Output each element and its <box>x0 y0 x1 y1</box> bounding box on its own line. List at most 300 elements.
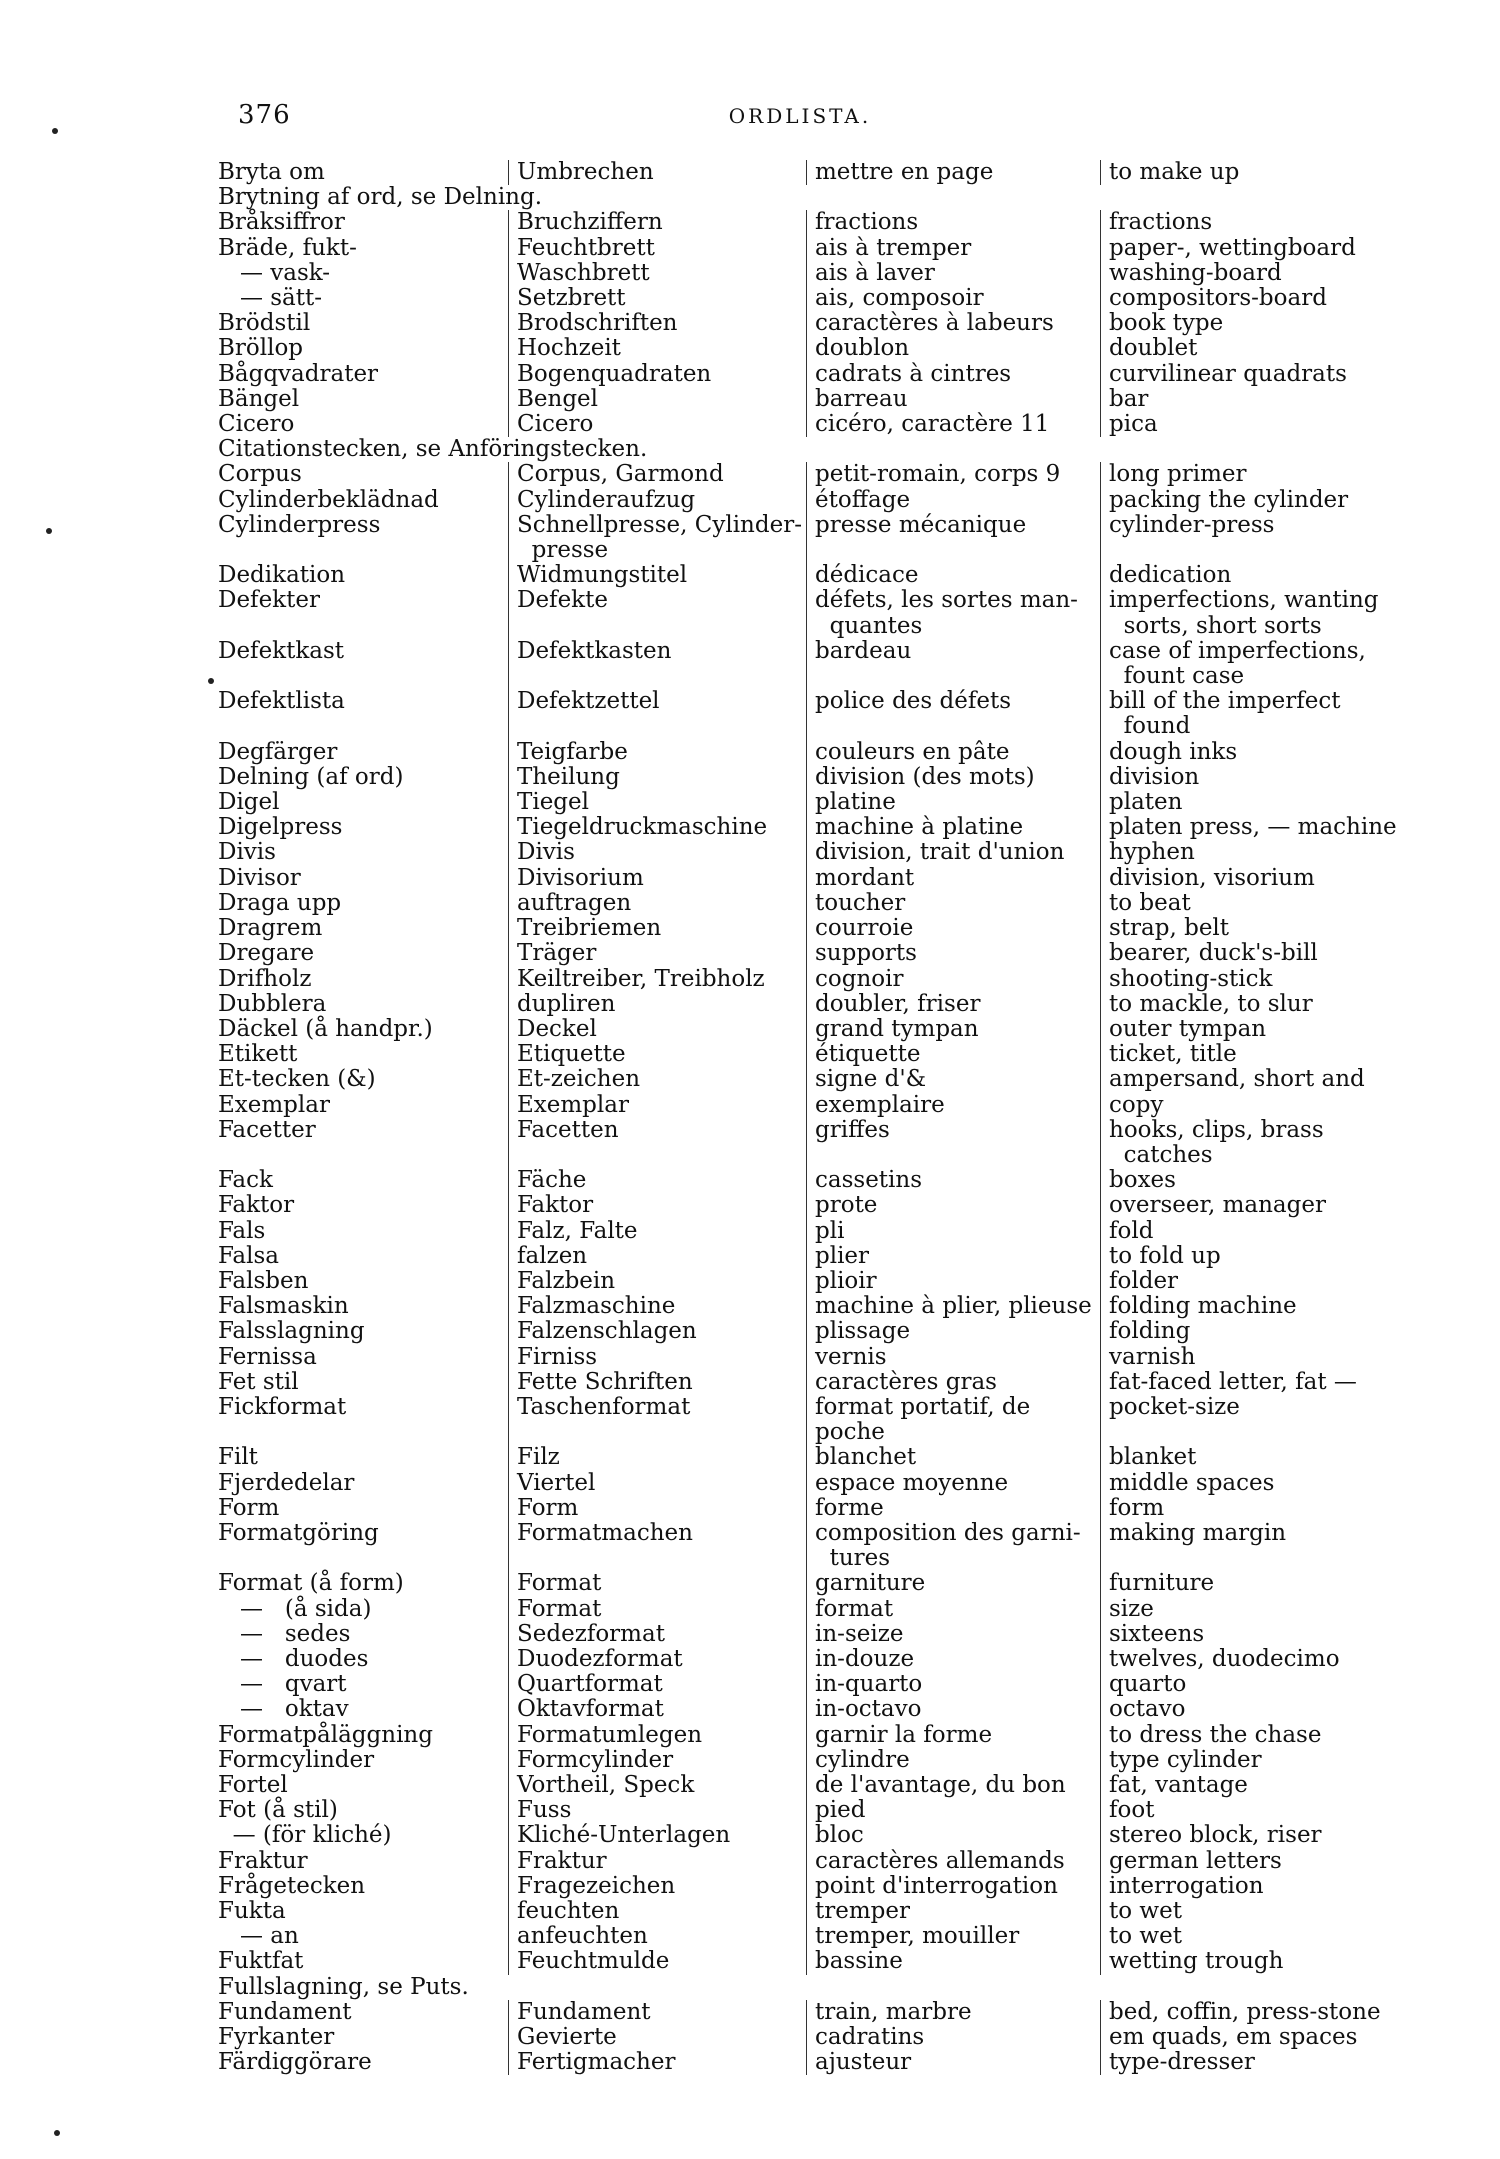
german-term: Fuss <box>508 1798 806 1823</box>
swedish-term: Fjerdedelar <box>218 1469 355 1496</box>
german-term: Treibriemen <box>508 916 806 941</box>
table-row <box>218 1093 1398 1118</box>
english-term: interrogation <box>1100 1874 1398 1899</box>
english-term: type-dresser <box>1100 2050 1398 2075</box>
swedish-term: Form <box>218 1494 280 1521</box>
german-term: Brodschriften <box>508 311 806 336</box>
german-term: Formatumlegen <box>508 1723 806 1748</box>
french-term: cassetins <box>806 1168 1100 1193</box>
swedish-term: — (å sida) <box>218 1595 372 1622</box>
french-term: forme <box>806 1496 1100 1521</box>
table-row <box>218 1269 1398 1294</box>
french-term: caractères gras <box>806 1370 1100 1395</box>
table-row <box>218 1370 1398 1395</box>
english-term: quarto <box>1100 1672 1398 1697</box>
english-term: compositors-board <box>1100 286 1398 311</box>
german-term: Kliché-Unterlagen <box>508 1823 806 1848</box>
swedish-term: Divis <box>218 839 276 866</box>
german-term: Setzbrett <box>508 286 806 311</box>
table-row <box>218 1219 1398 1244</box>
table-row <box>218 1748 1398 1773</box>
english-term: division <box>1100 765 1398 790</box>
table-row <box>218 236 1398 261</box>
swedish-term: Fraktur <box>218 1847 308 1874</box>
swedish-term: Filt <box>218 1444 258 1471</box>
french-term: police des défets <box>806 689 1100 739</box>
swedish-term: Fukta <box>218 1898 286 1925</box>
swedish-term: Falsa <box>218 1242 279 1269</box>
english-term: outer tympan <box>1100 1017 1398 1042</box>
swedish-term: Falsmaskin <box>218 1293 349 1320</box>
table-row <box>218 1244 1398 1269</box>
english-term: doublet <box>1100 336 1398 361</box>
english-term: division, visorium <box>1100 866 1398 891</box>
speck-mark <box>208 678 214 684</box>
english-term: washing-board <box>1100 261 1398 286</box>
english-term: dough inks <box>1100 740 1398 765</box>
swedish-term: Dragrem <box>218 915 323 942</box>
swedish-term: Dregare <box>218 940 315 967</box>
english-term: octavo <box>1100 1697 1398 1722</box>
german-term: Oktavformat <box>508 1697 806 1722</box>
german-term: Hochzeit <box>508 336 806 361</box>
swedish-term: Bräde, fukt- <box>218 234 357 261</box>
french-term: mettre en page <box>806 160 1100 185</box>
english-term: type cylinder <box>1100 1748 1398 1773</box>
speck-mark <box>54 2130 60 2136</box>
french-term: presse mécanique <box>806 513 1100 563</box>
french-term: garnir la forme <box>806 1723 1100 1748</box>
english-term: making margin <box>1100 1521 1398 1571</box>
french-term: plissage <box>806 1319 1100 1344</box>
english-term: folder <box>1100 1269 1398 1294</box>
english-term: german letters <box>1100 1849 1398 1874</box>
english-term: shooting-stick <box>1100 967 1398 992</box>
swedish-term: Fet stil <box>218 1368 299 1395</box>
table-row <box>218 563 1398 588</box>
french-term: cicéro, caractère 11 <box>806 412 1100 437</box>
french-term: défets, les sortes man- quantes <box>806 588 1100 638</box>
english-term: sixteens <box>1100 1622 1398 1647</box>
french-term: de l'avantage, du bon <box>806 1773 1100 1798</box>
german-term: Theilung <box>508 765 806 790</box>
french-term: fractions <box>806 210 1100 235</box>
english-term: case of imperfections, fount case <box>1100 639 1398 689</box>
swedish-term: — qvart <box>218 1671 347 1698</box>
french-term: caractères à labeurs <box>806 311 1100 336</box>
german-term: Divisorium <box>508 866 806 891</box>
english-term: wetting trough <box>1100 1949 1398 1974</box>
french-term: espace moyenne <box>806 1471 1100 1496</box>
french-term: étoffage <box>806 488 1100 513</box>
german-term: Defekte <box>508 588 806 638</box>
table-row <box>218 160 1398 185</box>
french-term: toucher <box>806 891 1100 916</box>
german-term: Form <box>508 1496 806 1521</box>
english-term: middle spaces <box>1100 1471 1398 1496</box>
table-row <box>218 311 1398 336</box>
english-term: boxes <box>1100 1168 1398 1193</box>
swedish-term: Fuktfat <box>218 1948 304 1975</box>
swedish-term: Bängel <box>218 385 300 412</box>
swedish-term: Färdiggörare <box>218 2049 372 2076</box>
swedish-term: Divisor <box>218 864 301 891</box>
german-term: Viertel <box>508 1471 806 1496</box>
english-term: imperfections, wanting sorts, short sorts <box>1100 588 1398 638</box>
swedish-term: Bågqvadrater <box>218 360 379 387</box>
swedish-term: — sedes <box>218 1620 351 1647</box>
swedish-term: Fyrkanter <box>218 2024 335 2051</box>
swedish-term: Formatpåläggning <box>218 1721 433 1748</box>
swedish-term: Fals <box>218 1217 266 1244</box>
english-term: size <box>1100 1597 1398 1622</box>
table-row <box>218 1345 1398 1370</box>
swedish-term: Dedikation <box>218 562 346 589</box>
french-term: composition des garni- tures <box>806 1521 1100 1571</box>
table-row <box>218 1168 1398 1193</box>
table-row <box>218 1672 1398 1697</box>
table-row <box>218 941 1398 966</box>
french-term: mordant <box>806 866 1100 891</box>
table-row <box>218 1798 1398 1823</box>
english-term: to wet <box>1100 1924 1398 1949</box>
english-term: pocket-size <box>1100 1395 1398 1445</box>
swedish-term: Faktor <box>218 1192 295 1219</box>
german-term: Schnellpresse, Cylinder- presse <box>508 513 806 563</box>
german-term: falzen <box>508 1244 806 1269</box>
german-term: Duodezformat <box>508 1647 806 1672</box>
swedish-term: Fickformat <box>218 1393 347 1420</box>
table-row <box>218 2025 1398 2050</box>
english-term: folding <box>1100 1319 1398 1344</box>
french-term: tremper <box>806 1899 1100 1924</box>
english-term: furniture <box>1100 1571 1398 1596</box>
german-term: Gevierte <box>508 2025 806 2050</box>
speck-mark <box>52 128 58 134</box>
english-term: stereo block, riser <box>1100 1823 1398 1848</box>
table-row <box>218 2000 1398 2025</box>
table-row <box>218 1471 1398 1496</box>
swedish-term: — duodes <box>218 1645 369 1672</box>
french-term: vernis <box>806 1345 1100 1370</box>
swedish-term: Brödstil <box>218 310 311 337</box>
french-term: plioir <box>806 1269 1100 1294</box>
french-term: prote <box>806 1193 1100 1218</box>
swedish-term: Frågetecken <box>218 1872 366 1899</box>
swedish-term: Exemplar <box>218 1091 330 1118</box>
german-term: Etiquette <box>508 1042 806 1067</box>
german-term: Bogenquadraten <box>508 362 806 387</box>
table-row <box>218 1067 1398 1092</box>
german-term: Defektzettel <box>508 689 806 739</box>
swedish-term: Formatgöring <box>218 1519 379 1546</box>
french-term: train, marbre <box>806 2000 1100 2025</box>
french-term: courroie <box>806 916 1100 941</box>
swedish-term: Bråksiffror <box>218 209 345 236</box>
table-row <box>218 462 1398 487</box>
english-term: foot <box>1100 1798 1398 1823</box>
table-row <box>218 891 1398 916</box>
english-term: to dress the chase <box>1100 1723 1398 1748</box>
swedish-term: Defektkast <box>218 637 345 664</box>
english-term: folding machine <box>1100 1294 1398 1319</box>
french-term: in-quarto <box>806 1672 1100 1697</box>
swedish-term: Formcylinder <box>218 1746 375 1773</box>
french-term: cadratins <box>806 2025 1100 2050</box>
table-row <box>218 689 1398 739</box>
german-term: Falzbein <box>508 1269 806 1294</box>
german-term: Fragezeichen <box>508 1874 806 1899</box>
cross-reference: Brytning af ord, se Delning. <box>218 184 543 211</box>
french-term: ais à laver <box>806 261 1100 286</box>
table-row <box>218 261 1398 286</box>
english-term: packing the cylinder <box>1100 488 1398 513</box>
german-term: Firniss <box>508 1345 806 1370</box>
english-term: to make up <box>1100 160 1398 185</box>
english-term: to wet <box>1100 1899 1398 1924</box>
french-term: cadrats à cintres <box>806 362 1100 387</box>
table-row <box>218 185 1398 210</box>
table-row <box>218 639 1398 689</box>
table-row <box>218 412 1398 437</box>
german-term: Format <box>508 1571 806 1596</box>
german-term: Quartformat <box>508 1672 806 1697</box>
table-row <box>218 1571 1398 1596</box>
french-term: cognoir <box>806 967 1100 992</box>
french-term: tremper, mouiller <box>806 1924 1100 1949</box>
swedish-term: Etikett <box>218 1041 298 1068</box>
table-row <box>218 286 1398 311</box>
table-row <box>218 513 1398 563</box>
german-term: Filz <box>508 1445 806 1470</box>
table-row <box>218 1899 1398 1924</box>
german-term: auftragen <box>508 891 806 916</box>
french-term: division, trait d'union <box>806 840 1100 865</box>
running-head: ORDLISTA. <box>728 104 872 128</box>
swedish-term: Et-tecken (&) <box>218 1066 376 1093</box>
table-row <box>218 1597 1398 1622</box>
table-row <box>218 765 1398 790</box>
french-term: plier <box>806 1244 1100 1269</box>
french-term: machine à plier, plieuse <box>806 1294 1100 1319</box>
german-term: Waschbrett <box>508 261 806 286</box>
english-term: fold <box>1100 1219 1398 1244</box>
swedish-term: Format (å form) <box>218 1570 404 1597</box>
french-term: petit-romain, corps 9 <box>806 462 1100 487</box>
swedish-term: Drifholz <box>218 965 312 992</box>
english-term: hooks, clips, brass catches <box>1100 1118 1398 1168</box>
french-term: couleurs en pâte <box>806 740 1100 765</box>
english-term: fat, vantage <box>1100 1773 1398 1798</box>
french-term: bardeau <box>806 639 1100 689</box>
english-term: fractions <box>1100 210 1398 235</box>
english-term: ticket, title <box>1100 1042 1398 1067</box>
german-term: Feuchtbrett <box>508 236 806 261</box>
table-row <box>218 437 1398 462</box>
german-term: Träger <box>508 941 806 966</box>
glossary-table <box>218 160 1398 2075</box>
english-term: to mackle, to slur <box>1100 992 1398 1017</box>
german-term: Falzmaschine <box>508 1294 806 1319</box>
german-term: Fäche <box>508 1168 806 1193</box>
german-term: anfeuchten <box>508 1924 806 1949</box>
english-term: copy <box>1100 1093 1398 1118</box>
german-term: Faktor <box>508 1193 806 1218</box>
swedish-term: — oktav <box>218 1696 349 1723</box>
table-row <box>218 210 1398 235</box>
french-term: point d'interrogation <box>806 1874 1100 1899</box>
german-term: Cylinderaufzug <box>508 488 806 513</box>
english-term: cylinder-press <box>1100 513 1398 563</box>
cross-reference: Citationstecken, se Anföringstecken. <box>218 436 648 463</box>
french-term: griffes <box>806 1118 1100 1168</box>
german-term: Keiltreiber, Treibholz <box>508 967 806 992</box>
swedish-term: Degfärger <box>218 738 338 765</box>
table-row <box>218 992 1398 1017</box>
french-term: machine à platine <box>806 815 1100 840</box>
english-term: bill of the imperfect found <box>1100 689 1398 739</box>
german-term: Bengel <box>508 387 806 412</box>
swedish-term: Digelpress <box>218 814 343 841</box>
swedish-term: Delning (af ord) <box>218 763 404 790</box>
table-row <box>218 488 1398 513</box>
table-row <box>218 1773 1398 1798</box>
table-row <box>218 790 1398 815</box>
french-term: barreau <box>806 387 1100 412</box>
swedish-term: Cylinderpress <box>218 511 381 538</box>
swedish-term: Draga upp <box>218 889 342 916</box>
table-row <box>218 362 1398 387</box>
german-term: Et-zeichen <box>508 1067 806 1092</box>
english-term: curvilinear quadrats <box>1100 362 1398 387</box>
german-term: Fraktur <box>508 1849 806 1874</box>
table-row <box>218 866 1398 891</box>
swedish-term: Bryta om <box>218 159 325 185</box>
english-term: twelves, duodecimo <box>1100 1647 1398 1672</box>
german-term: Divis <box>508 840 806 865</box>
table-row <box>218 1193 1398 1218</box>
french-term: pli <box>806 1219 1100 1244</box>
swedish-term: Facetter <box>218 1116 316 1143</box>
swedish-term: — (för kliché) <box>218 1822 392 1849</box>
swedish-term: Defekter <box>218 587 320 614</box>
swedish-term: Fernissa <box>218 1343 317 1370</box>
english-term: dedication <box>1100 563 1398 588</box>
table-row <box>218 740 1398 765</box>
german-term: Widmungstitel <box>508 563 806 588</box>
table-row <box>218 967 1398 992</box>
english-term: hyphen <box>1100 840 1398 865</box>
table-row <box>218 1874 1398 1899</box>
swedish-term: Fundament <box>218 1998 352 2025</box>
french-term: étiquette <box>806 1042 1100 1067</box>
french-term: ajusteur <box>806 2050 1100 2075</box>
table-row <box>218 1017 1398 1042</box>
swedish-term: Fortel <box>218 1772 288 1798</box>
german-term: Exemplar <box>508 1093 806 1118</box>
french-term: doublon <box>806 336 1100 361</box>
french-term: format portatif, de poche <box>806 1395 1100 1445</box>
german-term: Umbrechen <box>508 160 806 185</box>
french-term: in-douze <box>806 1647 1100 1672</box>
german-term: Bruchziffern <box>508 210 806 235</box>
french-term: pied <box>806 1798 1100 1823</box>
table-row <box>218 840 1398 865</box>
table-row <box>218 1949 1398 1974</box>
table-row <box>218 1697 1398 1722</box>
table-row <box>218 1924 1398 1949</box>
french-term: bassine <box>806 1949 1100 1974</box>
german-term: Corpus, Garmond <box>508 462 806 487</box>
table-row <box>218 1496 1398 1521</box>
german-term: Deckel <box>508 1017 806 1042</box>
english-term: bearer, duck's-bill <box>1100 941 1398 966</box>
swedish-term: — vask- <box>218 259 331 286</box>
english-term: to beat <box>1100 891 1398 916</box>
swedish-term: Cicero <box>218 411 295 438</box>
english-term: overseer, manager <box>1100 1193 1398 1218</box>
table-row <box>218 1521 1398 1571</box>
swedish-term: Fack <box>218 1167 273 1194</box>
english-term: to fold up <box>1100 1244 1398 1269</box>
german-term: Facetten <box>508 1118 806 1168</box>
french-term: garniture <box>806 1571 1100 1596</box>
table-row <box>218 387 1398 412</box>
english-term: platen press, — machine <box>1100 815 1398 840</box>
english-term: pica <box>1100 412 1398 437</box>
french-term: caractères allemands <box>806 1849 1100 1874</box>
german-term: Feuchtmulde <box>508 1949 806 1974</box>
swedish-term: Fot (å stil) <box>218 1797 338 1824</box>
german-term: Format <box>508 1597 806 1622</box>
german-term: Fette Schriften <box>508 1370 806 1395</box>
french-term: signe d'& <box>806 1067 1100 1092</box>
english-term: blanket <box>1100 1445 1398 1470</box>
french-term: grand tympan <box>806 1017 1100 1042</box>
german-term: Defektkasten <box>508 639 806 689</box>
table-row <box>218 1319 1398 1344</box>
table-row <box>218 336 1398 361</box>
swedish-term: — sätt- <box>218 285 323 312</box>
french-term: platine <box>806 790 1100 815</box>
page-number: 376 <box>238 100 291 130</box>
table-row <box>218 1723 1398 1748</box>
table-row <box>218 1823 1398 1848</box>
table-row <box>218 1622 1398 1647</box>
french-term: format <box>806 1597 1100 1622</box>
french-term: blanchet <box>806 1445 1100 1470</box>
german-term: Falzenschlagen <box>508 1319 806 1344</box>
english-term: form <box>1100 1496 1398 1521</box>
swedish-term: Digel <box>218 789 280 816</box>
german-term: Fundament <box>508 2000 806 2025</box>
german-term: dupliren <box>508 992 806 1017</box>
german-term: Vortheil, Speck <box>508 1773 806 1798</box>
german-term: Cicero <box>508 412 806 437</box>
english-term: strap, belt <box>1100 916 1398 941</box>
english-term: ampersand, short and <box>1100 1067 1398 1092</box>
german-term: Formcylinder <box>508 1748 806 1773</box>
table-row <box>218 1647 1398 1672</box>
swedish-term: Corpus <box>218 461 302 488</box>
swedish-term: Dubblera <box>218 990 327 1017</box>
swedish-term: — an <box>218 1923 299 1950</box>
french-term: division (des mots) <box>806 765 1100 790</box>
swedish-term: Falsben <box>218 1267 309 1294</box>
english-term: bar <box>1100 387 1398 412</box>
german-term: Taschenformat <box>508 1395 806 1445</box>
table-row <box>218 1849 1398 1874</box>
